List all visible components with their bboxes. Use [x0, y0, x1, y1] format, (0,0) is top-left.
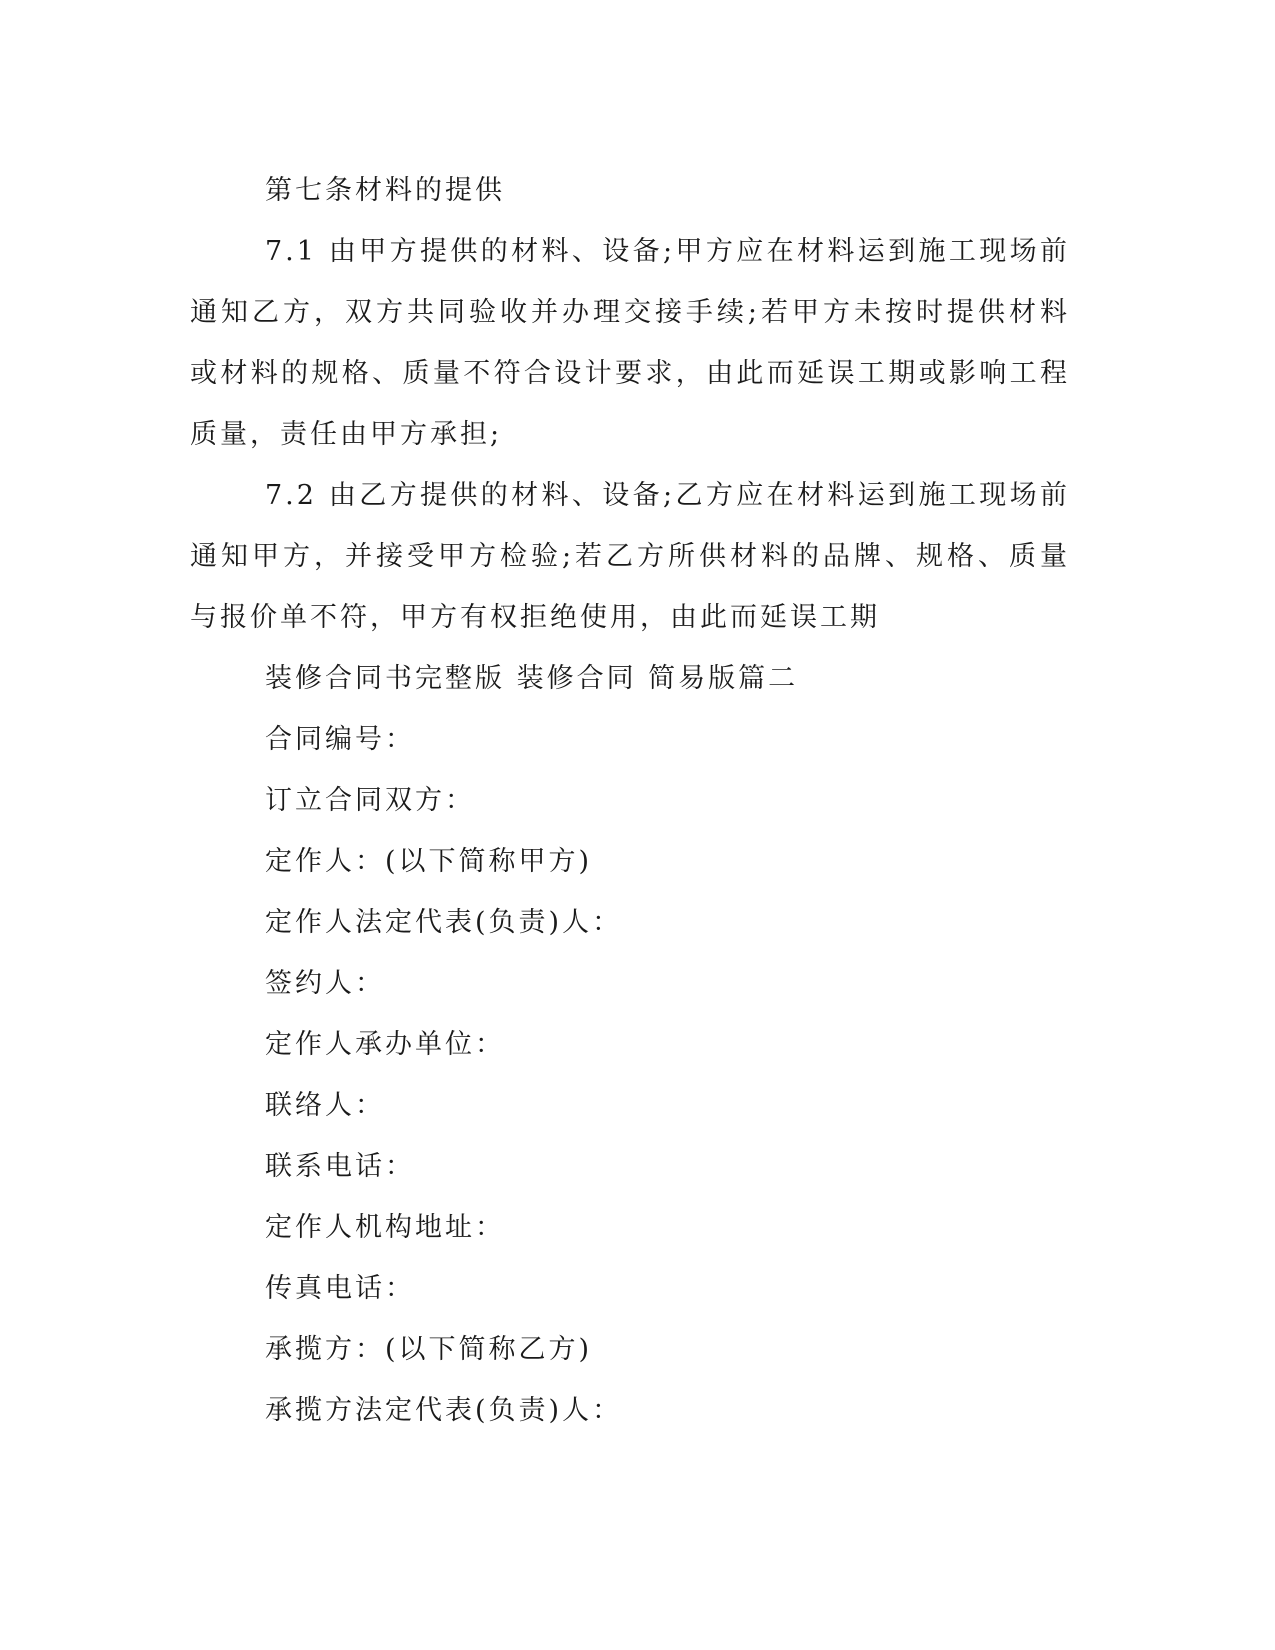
field-phone: 联系电话：: [265, 1151, 415, 1182]
field-orderer-address: 定作人机构地址：: [265, 1212, 505, 1243]
field-contract-number: 合同编号：: [265, 724, 415, 755]
article-7-heading: 第七条材料的提供: [265, 175, 505, 206]
field-orderer-unit: 定作人承办单位：: [265, 1029, 505, 1060]
field-orderer: 定作人：(以下简称甲方): [265, 846, 593, 877]
field-contractor: 承揽方：(以下简称乙方): [265, 1334, 593, 1365]
field-fax: 传真电话：: [265, 1273, 415, 1304]
field-contact-person: 联络人：: [265, 1090, 385, 1121]
field-signatory: 签约人：: [265, 968, 385, 999]
field-contractor-legal-rep: 承揽方法定代表(负责)人：: [265, 1395, 623, 1426]
field-orderer-legal-rep: 定作人法定代表(负责)人：: [265, 907, 623, 938]
document-body: [190, 160, 1070, 1441]
clause-7-2: 7.2 由乙方提供的材料、设备;乙方应在材料运到施工现场前通知甲方，并接受甲方检验;若乙方所供材料的品牌、规格、质量与报价单不符，甲方有权拒绝使用，由此而延误工期: [190, 480, 1070, 633]
section-title: 装修合同书完整版 装修合同 简易版篇二: [265, 663, 799, 694]
clause-7-1: 7.1 由甲方提供的材料、设备;甲方应在材料运到施工现场前通知乙方，双方共同验收并办理交接手续;若甲方未按时提供材料或材料的规格、质量不符合设计要求，由此而延误工期或影响工程质量，责任由甲方承担;: [190, 236, 1070, 450]
field-parties: 订立合同双方：: [265, 785, 475, 816]
